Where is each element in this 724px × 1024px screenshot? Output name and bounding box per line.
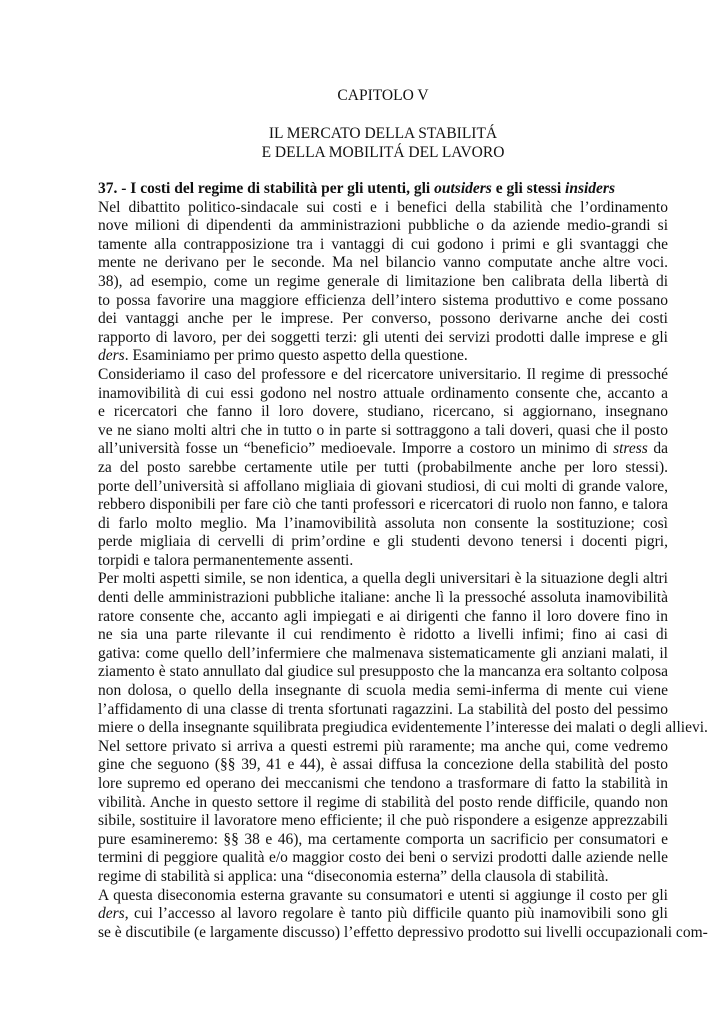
- text-line: [98, 273, 668, 292]
- text-line: [98, 552, 668, 571]
- section-heading-em-outsiders: outsiders: [434, 180, 492, 197]
- italic-term: ders: [98, 347, 125, 365]
- text-line: [98, 236, 668, 255]
- text-run: ne sia una parte rilevante il cui rendimento è ridotto a livelli infimi; fino ai casi di: [98, 626, 668, 644]
- body-text: [98, 198, 708, 943]
- text-line: [98, 385, 668, 404]
- text-line: [98, 738, 668, 757]
- text-line: [98, 199, 668, 218]
- text-run: se è discutibile (e largamente discusso) l’effetto depressivo prodotto sui livelli occupazionali com-: [98, 923, 708, 941]
- text-run: nove milioni di dipendenti da amministrazioni pubbliche o da aziende medio-grandi si: [98, 217, 668, 235]
- text-line: [98, 719, 708, 738]
- document-page: [98, 86, 708, 942]
- text-line: [98, 254, 668, 273]
- text-line: [98, 626, 668, 645]
- text-line: [98, 347, 668, 366]
- text-line: [98, 794, 668, 813]
- text-run: rapporto di lavoro, per dei soggetti terzi: gli utenti dei servizi prodotti dalle imprese e gli: [98, 328, 668, 346]
- text-line: [98, 905, 668, 924]
- text-line: [98, 608, 668, 627]
- chapter-title: [98, 124, 668, 162]
- text-line: [98, 831, 668, 850]
- text-line: [98, 756, 668, 775]
- text-run: denti delle amministrazioni pubbliche italiane: anche lì la pressoché assoluta inamovibilità: [98, 589, 668, 607]
- text-run: tamente alla contrapposizione tra i vantaggi di cui godono i primi e gli svantaggi che: [98, 235, 668, 253]
- text-run: l’affidamento di una classe di trenta sfortunati ragazzini. La stabilità del posto del pessimo: [98, 700, 668, 718]
- text-line: [98, 923, 708, 943]
- text-line: [98, 570, 668, 589]
- text-run: gativa: come quello dell’infermiere che malmenava sistematicamente gli anziani malati, il: [98, 644, 668, 662]
- text-run: inamovibilità di cui essi godono nel nostro attuale ordinamento consente che, accanto a: [98, 384, 668, 402]
- text-line: [98, 403, 668, 422]
- paragraph: [98, 199, 668, 366]
- text-run: . Esaminiamo per primo questo aspetto della questione.: [124, 347, 468, 365]
- text-run: da: [653, 440, 668, 458]
- text-run: to possa favorire una maggiore efficienza dell’intero sistema produttivo e come possano: [98, 291, 668, 309]
- section-heading-prefix: 37. - I costi del regime di stabilità per gli utenti, gli: [98, 180, 435, 197]
- chapter-title-line-1: IL MERCATO DELLA STABILITÁ: [268, 125, 498, 142]
- paragraph: [98, 570, 708, 737]
- text-run: ratore consente che, accanto agli impiegati e ai dirigenti che fanno il loro dovere fino in: [98, 607, 668, 625]
- text-run: ziamento è stato annullato dal giudice sul presupposto che la mancanza era soltanto colposa: [98, 663, 668, 681]
- text-run: 38), ad esempio, come un regime generale di limitazione ben calibrata della libertà di: [98, 272, 668, 290]
- text-run: dei vantaggi anche per le imprese. Per converso, possono derivarne anche dei costi: [98, 310, 668, 328]
- text-run: sibile, sostituire il lavoratore meno efficiente; il che può rispondere a esigenze apprezzabili: [98, 812, 668, 830]
- text-run: pure esamineremo: §§ 38 e 46), ma certamente comporta un sacrificio per consumatori e: [98, 830, 668, 848]
- text-line: [98, 589, 668, 608]
- text-line: [98, 868, 668, 887]
- text-line: [98, 459, 668, 478]
- text-run: za del posto sarebbe certamente utile per tutti (probabilmente anche per loro stessi).: [98, 458, 668, 476]
- text-line: [98, 812, 668, 831]
- chapter-title-line-2: E DELLA MOBILITÁ DEL LAVORO: [261, 144, 505, 161]
- text-run: Nel settore privato si arriva a questi estremi più raramente; ma anche qui, come vedremo: [98, 737, 668, 755]
- text-run: di farlo molto meglio. Ma l’inamovibilità assoluta non consente la sostituzione; così: [98, 514, 668, 532]
- text-line: [98, 329, 668, 348]
- text-line: [98, 887, 668, 906]
- text-run: porte dell’università si affollano migliaia di giovani studiosi, di cui molti di grande valore,: [98, 477, 668, 495]
- text-run: perde migliaia di cervelli di prim’ordine e gli studenti devono tenersi i docenti pigri,: [98, 533, 668, 551]
- text-line: [98, 701, 668, 720]
- text-line: [98, 496, 668, 515]
- text-line: [98, 645, 668, 664]
- text-line: [98, 310, 668, 329]
- text-line: [98, 422, 668, 441]
- text-run: Consideriamo il caso del professore e del ricercatore universitario. Il regime di pressoché: [98, 365, 668, 383]
- text-run: vibilità. Anche in questo settore il regime di stabilità del posto rende difficile, quando non: [98, 793, 668, 811]
- paragraph: [98, 738, 668, 887]
- text-run: regime di stabilità si applica: una “diseconomia esterna” della clausola di stabilità.: [98, 867, 609, 885]
- text-line: [98, 663, 668, 682]
- text-line: [98, 682, 668, 701]
- text-run: non dolosa, o quello della insegnante di scuola media semi-inferma di mente cui viene: [98, 682, 668, 700]
- text-run: ve ne siano molti altri che in tutto o in parte si sottraggono a tali doveri, quasi che il posto: [98, 421, 668, 439]
- text-run: A questa diseconomia esterna gravante su consumatori e utenti si aggiunge il costo per gli: [98, 886, 668, 904]
- text-run: gine che seguono (§§ 39, 41 e 44), è assai diffusa la concezione della stabilità del posto: [98, 756, 668, 774]
- italic-term: stress: [613, 440, 648, 458]
- italic-term: ders: [98, 905, 125, 923]
- text-run: rebbero disponibili per fare ciò che tanti professori e ricercatori di ruolo non fanno, e talora: [98, 496, 668, 514]
- section-heading-em-insiders: insiders: [565, 180, 615, 197]
- text-run: torpidi e talora permanentemente assenti.: [98, 551, 354, 569]
- text-line: [98, 440, 668, 459]
- text-run: lore supremo ed operano dei meccanismi che tendono a trasformare di fatto la stabilità in: [98, 775, 668, 792]
- paragraph: [98, 886, 708, 943]
- text-run: termini di peggiore qualità e/o maggior costo dei beni o servizi prodotti dalle aziende nelle: [98, 849, 668, 867]
- text-line: [98, 292, 668, 311]
- text-run: mente ne derivano per le seconde. Ma nel bilancio vanno computate anche altre voci.: [98, 254, 668, 272]
- chapter-number: CAPITOLO V: [337, 87, 429, 104]
- text-run: all’università fosse un “beneficio” medioevale. Imporre a costoro un minimo di: [98, 440, 614, 458]
- section-heading: [98, 180, 668, 199]
- text-run: Per molti aspetti simile, se non identica, a quella degli universitari è la situazione degli altri: [98, 570, 668, 588]
- text-run: Nel dibattito politico-sindacale sui costi e i benefici della stabilità che l’ordinamento: [98, 198, 668, 216]
- text-line: [98, 533, 668, 552]
- text-line: [98, 217, 668, 236]
- text-line: [98, 478, 668, 497]
- text-line: [98, 849, 668, 868]
- text-line: [98, 366, 668, 385]
- text-run: e ricercatori che fanno il loro dovere, studiano, ricercano, si aggiornano, insegnano: [98, 403, 668, 421]
- paragraph: [98, 366, 668, 571]
- text-run: , cui l’accesso al lavoro regolare è tanto più difficile quanto più inamovibili sono gli: [124, 905, 668, 923]
- text-line: [98, 515, 668, 534]
- section-heading-mid: e gli stessi: [491, 180, 566, 197]
- text-line: [98, 775, 668, 794]
- text-run: miere o della insegnante squilibrata pregiudica evidentemente l’interesse dei malati o degli allievi.: [98, 719, 708, 737]
